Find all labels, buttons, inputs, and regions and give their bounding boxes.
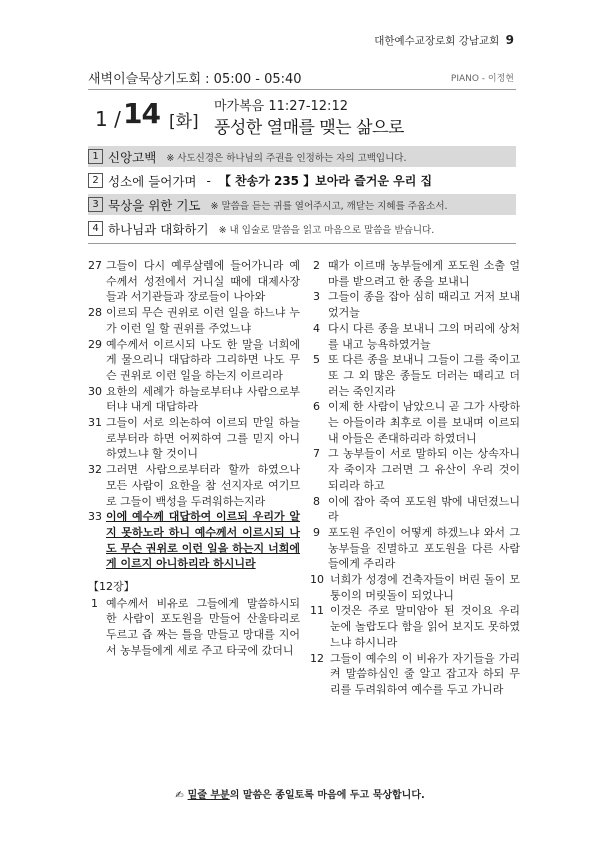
verse-text: 포도원 주인이 어떻게 하겠느냐 와서 그 농부들을 진멸하고 포도원을 다른 사람들에게 주리라 [328, 525, 520, 571]
verse [310, 446, 520, 493]
verse [310, 321, 520, 352]
verse-text: 요한의 세례가 하늘로부터냐 사람으로부터냐 내게 대답하라 [106, 384, 300, 414]
verse [310, 399, 520, 446]
verse [310, 651, 520, 698]
scripture-column-left [88, 258, 300, 659]
footer-text: 의 말씀은 종일토록 마음에 두고 묵상합니다. [229, 790, 425, 801]
verse-number: 30 [88, 384, 102, 398]
pencil-icon: ✍ [175, 790, 184, 801]
step-title: 하나님과 대화하기 [108, 221, 209, 237]
date-block [95, 97, 225, 137]
step-note: ※ 말씀을 듣는 귀를 열어주시고, 깨닫는 지혜를 주옵소서. [210, 200, 448, 212]
verse-text: 그들이 예수의 이 비유가 자기들을 가리켜 말씀하심인 줄 알고 잡고자 하되 무리를 두려워하여 예수를 두고 가니라 [330, 651, 520, 696]
verse [310, 494, 520, 525]
verse-number: 7 [313, 447, 320, 461]
step-number: 2 [88, 173, 103, 188]
verse-text: 그들이 다시 예루살렘에 들어가니라 예수께서 성전에서 거니실 때에 대제사장들과 서기관들과 장로들이 나아와 [106, 259, 300, 304]
verse [310, 603, 520, 650]
verse-text: 그 농부들이 서로 말하되 이는 상속자니 자 죽이자 그러면 그 유산이 우리 것이 되리라 하고 [328, 447, 520, 492]
verse-number: 28 [88, 306, 102, 320]
verse-number: 5 [313, 353, 320, 367]
verse-number: 6 [313, 400, 320, 414]
verse [88, 384, 300, 415]
verse-number: 8 [313, 494, 320, 508]
step-prayer [88, 194, 516, 215]
date-month: 1 / [95, 107, 121, 131]
verse-text: 이것은 주로 말미암아 된 것이요 우리 눈에 놀랍도다 함을 읽어 보지도 못하였느냐 하시니라 [330, 604, 520, 649]
verse [88, 258, 300, 305]
chapter-label: 【12장】 [88, 580, 135, 594]
verse-text: 너희가 성경에 건축자들이 버린 돌이 모퉁이의 머릿돌이 되었나니 [330, 573, 520, 602]
church-name: 대한예수교장로회 강남교회 [374, 35, 500, 47]
verse [310, 258, 520, 289]
verse-number: 3 [313, 290, 320, 304]
step-title: 성소에 들어가며 [108, 173, 197, 189]
verse-text: 또 다른 종을 보내니 그들이 그를 죽이고 또 그 외 많은 종들도 더러는 때리고 더러는 죽인지라 [328, 353, 520, 398]
verse [310, 352, 520, 399]
meeting-row [88, 68, 516, 86]
piano-credit: PIANO - 이정현 [450, 74, 514, 84]
verse-text: 그러면 사람으로부터라 할까 하였으나 모든 사람이 요한을 참 선지자로 여기므로 그들이 백성을 두려워하는지라 [106, 463, 300, 508]
verse-number: 11 [310, 604, 324, 618]
verse [88, 337, 300, 384]
verse-text: 다시 다른 종을 보내니 그의 머리에 상처를 내고 능욕하였거늘 [328, 321, 520, 351]
verse [88, 415, 300, 462]
step-note: ※ 사도신경은 하나님의 주권을 인정하는 자의 고백입니다. [166, 152, 407, 164]
verse-number: 10 [310, 573, 324, 587]
verse-text: 이르되 무슨 권위로 이런 일을 하느냐 누가 이런 일 할 권위를 주었느냐 [106, 306, 300, 335]
divider [88, 89, 516, 90]
verse-text: 이제 한 사람이 남았으니 곧 그가 사랑하는 아들이라 최후로 이를 보내며 이르되 내 아들은 존대하리라 하였더니 [328, 400, 520, 445]
verse-text-underlined: 이에 예수께 대답하여 이르되 우리가 알지 못하노라 하니 예수께서 이르시되 나도 무슨 권위로 이런 일을 하는지 너희에게 이르지 아니하리라 하시니라 [106, 510, 300, 571]
step-number: 1 [88, 149, 103, 164]
verse-underlined [88, 509, 300, 572]
verse-text: 그들이 서로 의논하여 이르되 만일 하늘로부터라 하면 어찌하여 그를 믿지 아니하였느냐 할 것이니 [106, 416, 300, 461]
verse [88, 462, 300, 509]
verse-number: 9 [313, 525, 320, 539]
verse-number: 2 [313, 259, 320, 272]
verse-number: 29 [88, 337, 102, 351]
date-weekday: [화] [169, 112, 199, 132]
step-conversation [88, 218, 516, 239]
page-header [374, 33, 514, 48]
footer-note [0, 786, 600, 801]
verse [88, 596, 300, 659]
scripture-column-right [310, 258, 520, 698]
verse [310, 525, 520, 572]
footer-underlined: 밑줄 부분 [187, 790, 230, 801]
verse [310, 289, 520, 320]
verse-number: 1 [91, 596, 98, 610]
page-number: 9 [505, 33, 514, 47]
verse-text: 예수께서 이르시되 나도 한 말을 너희에게 물으리니 대답하라 그리하면 나도 무슨 권위로 이런 일을 하는지 이르리라 [106, 337, 300, 382]
verse-text: 이에 잡아 죽여 포도원 밖에 내던졌느니라 [328, 494, 520, 524]
date-day: 14 [123, 97, 160, 130]
verse-number: 33 [88, 510, 102, 524]
divider [88, 243, 516, 244]
step-hymn [88, 170, 516, 191]
verse-number: 27 [88, 259, 102, 272]
verse-text: 그들이 종을 잡아 심히 때리고 거저 보내었거늘 [328, 290, 520, 320]
meeting-label: 새벽이슬묵상기도회 : 05:00 - 05:40 [88, 72, 302, 87]
step-number: 3 [88, 197, 103, 212]
step-title: 묵상을 위한 기도 [108, 197, 201, 213]
verse-text: 예수께서 비유로 그들에게 말씀하시되 한 사람이 포도원을 만들어 산울타리로 두르고 즙 짜는 틀을 만들고 망대를 지어서 농부들에게 세로 주고 타국에 갔더니 [106, 596, 300, 657]
verse-number: 12 [310, 651, 324, 665]
step-dash: - [206, 173, 211, 188]
verse-number: 4 [313, 321, 320, 335]
step-confession [88, 146, 516, 167]
verse [88, 305, 300, 336]
sermon-theme: 풍성한 열매를 맺는 삶으로 [214, 118, 404, 138]
verse-number: 31 [88, 416, 102, 430]
scripture-passage: 마가복음 11:27-12:12 [214, 99, 348, 114]
step-title: 신앙고백 [108, 149, 157, 165]
hymn-title: 【 찬송가 235 】보아라 즐거운 우리 집 [218, 174, 433, 188]
verse [310, 572, 520, 603]
verse-number: 32 [88, 463, 102, 477]
step-note: ※ 내 입술로 말씀을 읽고 마음으로 말씀을 받습니다. [218, 224, 435, 236]
step-number: 4 [88, 221, 103, 236]
verse-text: 때가 이르매 농부들에게 포도원 소출 얼마를 받으려고 한 종을 보내니 [328, 259, 520, 288]
